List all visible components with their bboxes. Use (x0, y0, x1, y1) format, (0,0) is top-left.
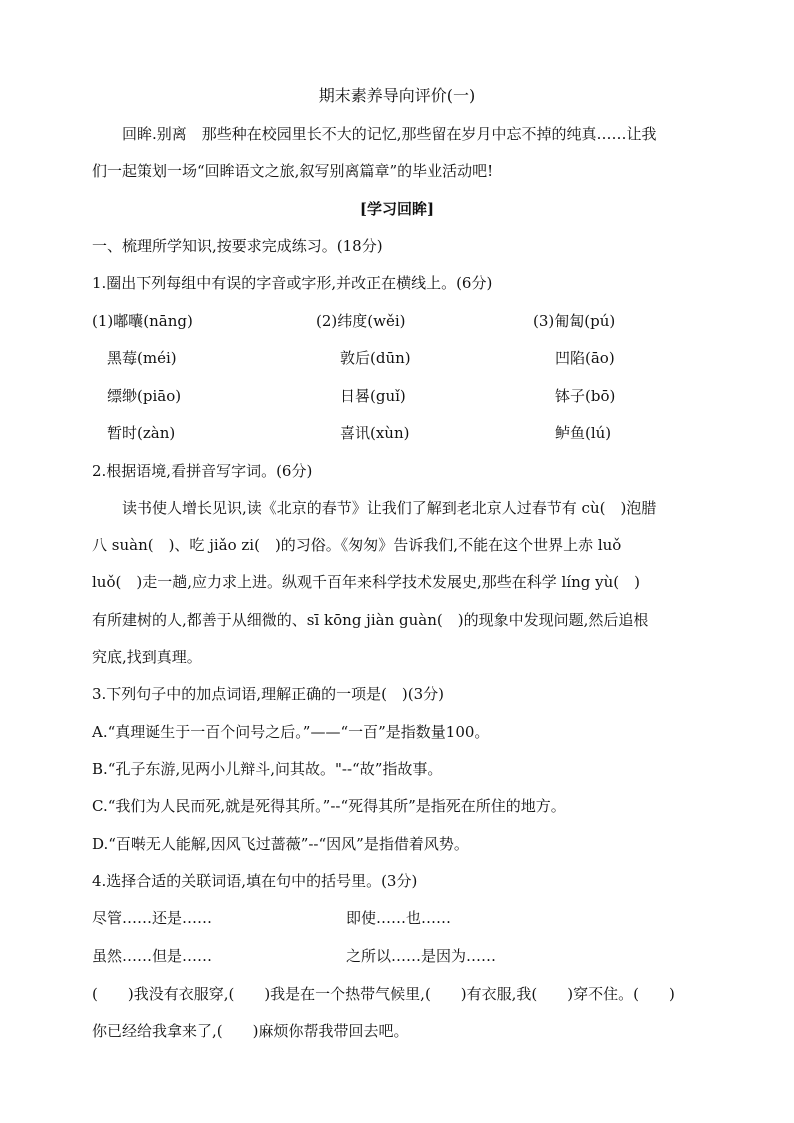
conjunction-option: 之所以……是因为…… (346, 947, 497, 965)
word-item: 暂时(zàn) (107, 424, 176, 442)
section-heading: [学习回眸] (359, 200, 435, 218)
conjunction-option: 尽管……还是…… (92, 909, 213, 927)
question-3-prompt: 3.下列句子中的加点词语,理解正确的一项是( )(3分) (92, 685, 445, 703)
word-item: 凹陷(āo) (555, 349, 615, 367)
conjunction-option: 虽然……但是…… (92, 947, 213, 965)
sentence-line: ( )我没有衣服穿,( )我是在一个热带气候里,( )有衣服,我( )穿不住。( ) (92, 985, 675, 1003)
word-item: 鲈鱼(lú) (555, 424, 612, 442)
option-b: B.“孔子东游,见两小儿辩斗,问其故。"--“故”指故事。 (92, 760, 443, 778)
page-title: 期末素养导向评价(一) (318, 86, 476, 105)
paragraph-line: 有所建树的人,都善于从细微的、sī kōng jiàn guàn( )的现象中发现问题,然后追根 (92, 611, 649, 629)
word-item: 钵子(bō) (555, 387, 616, 405)
word-item: (1)嘟囔(nāng) (92, 312, 193, 330)
word-item: (2)纬度(wěi) (316, 312, 406, 330)
sentence-line: 你已经给我拿来了,( )麻烦你帮我带回去吧。 (92, 1022, 409, 1040)
part-heading: 一、梳理所学知识,按要求完成练习。(18分) (92, 237, 383, 255)
word-item: (3)匍匐(pú) (533, 312, 616, 330)
paragraph-line: 读书使人增长见识,读《北京的春节》让我们了解到老北京人过春节有 cù( )泡腊 (122, 499, 657, 517)
intro-line: 们一起策划一场“回眸语文之旅,叙写别离篇章”的毕业活动吧! (92, 162, 494, 180)
question-1-prompt: 1.圈出下列每组中有误的字音或字形,并改正在横线上。(6分) (92, 274, 493, 292)
word-item: 日晷(guǐ) (340, 387, 406, 405)
paragraph-line: 究底,找到真理。 (92, 648, 202, 666)
option-d: D.“百啭无人能解,因风飞过蔷薇”--“因风”是指借着风势。 (92, 835, 469, 853)
intro-line: 回眸.别离 那些种在校园里长不大的记忆,那些留在岁月中忘不掉的纯真……让我 (122, 125, 657, 143)
word-item: 黑莓(méi) (107, 349, 177, 367)
question-2-prompt: 2.根据语境,看拼音写字词。(6分) (92, 462, 313, 480)
option-a: A.“真理诞生于一百个问号之后。”——“一百”是指数量100。 (92, 723, 490, 741)
word-item: 敦后(dūn) (340, 349, 411, 367)
word-item: 缥缈(piāo) (107, 387, 182, 405)
paragraph-line: luǒ( )走一趟,应力求上进。纵观千百年来科学技术发展史,那些在科学 líng yù( ) (92, 573, 640, 591)
question-4-prompt: 4.选择合适的关联词语,填在句中的括号里。(3分) (92, 872, 418, 890)
paragraph-line: 八 suàn( )、吃 jiǎo zi( )的习俗。《匆匆》告诉我们,不能在这个世界上赤 luǒ (92, 536, 622, 554)
conjunction-option: 即使……也…… (346, 909, 452, 927)
word-item: 喜讯(xùn) (340, 424, 410, 442)
option-c: C.“我们为人民而死,就是死得其所。”--“死得其所”是指死在所住的地方。 (92, 797, 566, 815)
